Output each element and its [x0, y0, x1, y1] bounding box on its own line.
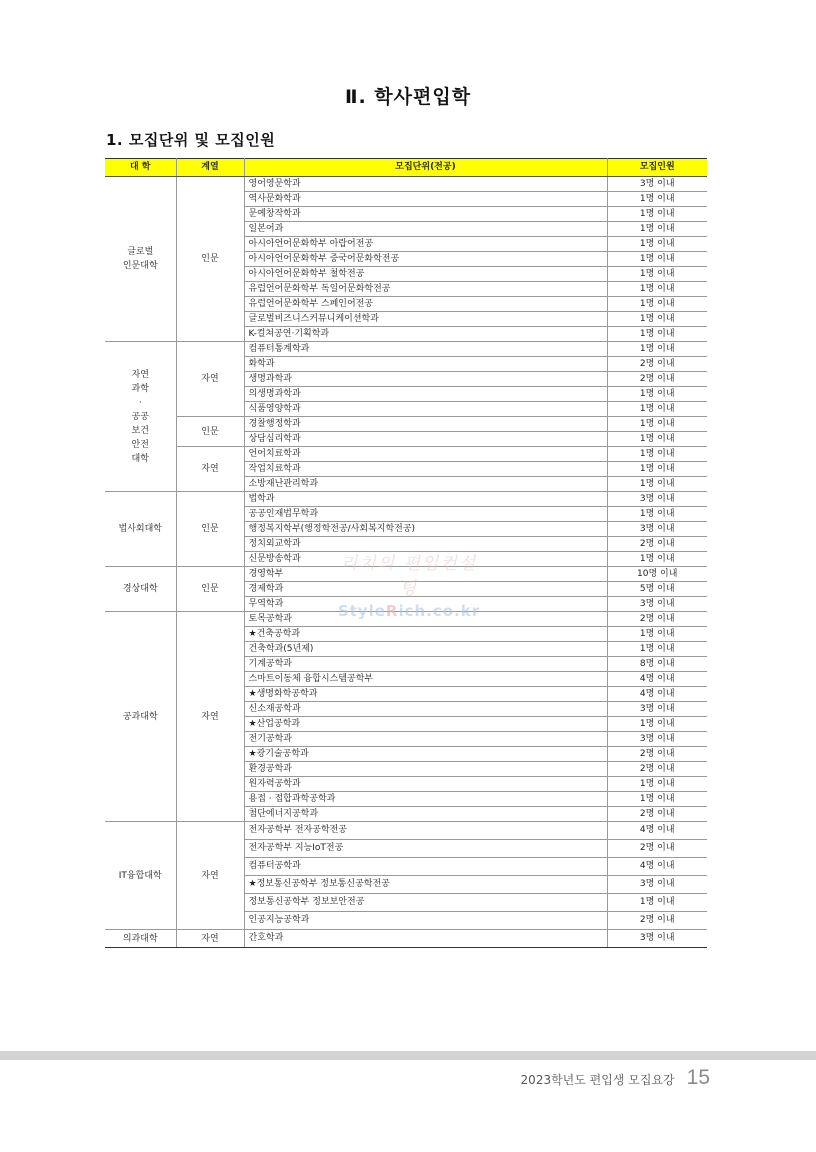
- quota-cell: 1명 이내: [607, 297, 707, 312]
- quota-cell: 1명 이내: [607, 777, 707, 792]
- unit-cell: 컴퓨터공학과: [244, 858, 607, 876]
- watermark-site-highlight: R: [385, 602, 399, 620]
- college-cell: 공과대학: [105, 612, 176, 822]
- quota-cell: 10명 이내: [607, 567, 707, 582]
- quota-cell: 3명 이내: [607, 177, 707, 192]
- quota-cell: 8명 이내: [607, 657, 707, 672]
- unit-cell: 간호학과: [244, 930, 607, 948]
- unit-cell: 상담심리학과: [244, 432, 607, 447]
- unit-cell: 아시아언어문화학부 중국어문화학전공: [244, 252, 607, 267]
- page-title: Ⅱ. 학사편입학: [344, 86, 472, 108]
- section-title: 1. 모집단위 및 모집인원: [106, 131, 276, 149]
- quota-cell: 1명 이내: [607, 552, 707, 567]
- unit-cell: 의생명과학과: [244, 387, 607, 402]
- quota-cell: 1명 이내: [607, 792, 707, 807]
- footer-bar: [0, 1051, 816, 1060]
- unit-cell: 환경공학과: [244, 762, 607, 777]
- page-number: 15: [686, 1066, 710, 1089]
- unit-cell: 기계공학과: [244, 657, 607, 672]
- quota-cell: 3명 이내: [607, 597, 707, 612]
- quota-cell: 2명 이내: [607, 357, 707, 372]
- quota-cell: 4명 이내: [607, 672, 707, 687]
- unit-cell: 법학과: [244, 492, 607, 507]
- college-cell: 자연 과학 · 공공 보건 안전 대학: [105, 342, 176, 492]
- unit-cell: 글로벌비즈니스커뮤니케이션학과: [244, 312, 607, 327]
- quota-cell: 4명 이내: [607, 858, 707, 876]
- unit-cell: 신소재공학과: [244, 702, 607, 717]
- quota-cell: 1명 이내: [607, 342, 707, 357]
- field-cell: 자연: [176, 342, 244, 417]
- field-cell: 인문: [176, 417, 244, 447]
- table-row: [105, 930, 707, 948]
- unit-cell: 소방재난관리학과: [244, 477, 607, 492]
- unit-cell: 원자력공학과: [244, 777, 607, 792]
- quota-cell: 2명 이내: [607, 807, 707, 822]
- watermark-site-prefix: Style: [337, 602, 386, 620]
- quota-cell: 1명 이내: [607, 432, 707, 447]
- field-cell: 인문: [176, 567, 244, 612]
- quota-cell: 2명 이내: [607, 372, 707, 387]
- quota-cell: 1명 이내: [607, 627, 707, 642]
- quota-cell: 1명 이내: [607, 447, 707, 462]
- quota-cell: 1명 이내: [607, 642, 707, 657]
- quota-cell: 1명 이내: [607, 387, 707, 402]
- watermark-korean: 리치의 편입컨설팅: [340, 554, 478, 599]
- table-row: [105, 492, 707, 507]
- table-row: [105, 447, 707, 462]
- quota-cell: 5명 이내: [607, 582, 707, 597]
- quota-cell: 1명 이내: [607, 237, 707, 252]
- unit-cell: 전자공학부 전자공학전공: [244, 822, 607, 840]
- unit-cell: 전기공학과: [244, 732, 607, 747]
- unit-cell: 언어치료학과: [244, 447, 607, 462]
- quota-cell: 2명 이내: [607, 612, 707, 627]
- quota-cell: 2명 이내: [607, 840, 707, 858]
- unit-cell: 정치외교학과: [244, 537, 607, 552]
- table-row: [105, 567, 707, 582]
- field-cell: 자연: [176, 612, 244, 822]
- unit-cell: ★정보통신공학부 정보통신공학전공: [244, 876, 607, 894]
- quota-cell: 2명 이내: [607, 912, 707, 930]
- quota-cell: 1명 이내: [607, 894, 707, 912]
- unit-cell: 아시아언어문화학부 아랍어전공: [244, 237, 607, 252]
- unit-cell: 첨단에너지공학과: [244, 807, 607, 822]
- unit-cell: 일본어과: [244, 222, 607, 237]
- field-cell: 인문: [176, 492, 244, 567]
- quota-cell: 1명 이내: [607, 282, 707, 297]
- unit-cell: ★건축공학과: [244, 627, 607, 642]
- quota-cell: 1명 이내: [607, 717, 707, 732]
- unit-cell: 공공인재법무학과: [244, 507, 607, 522]
- field-cell: 인문: [176, 177, 244, 342]
- quota-cell: 1명 이내: [607, 417, 707, 432]
- unit-cell: 문예창작학과: [244, 207, 607, 222]
- unit-cell: 정보통신공학부 정보보안전공: [244, 894, 607, 912]
- quota-cell: 1명 이내: [607, 462, 707, 477]
- quota-cell: 3명 이내: [607, 492, 707, 507]
- field-cell: 자연: [176, 930, 244, 948]
- quota-cell: 1명 이내: [607, 402, 707, 417]
- quota-cell: 2명 이내: [607, 537, 707, 552]
- header-college: 대 학: [105, 159, 176, 177]
- unit-cell: 영어영문학과: [244, 177, 607, 192]
- quota-cell: 3명 이내: [607, 522, 707, 537]
- quota-cell: 1명 이내: [607, 327, 707, 342]
- footer-text: 2023학년도 편입생 모집요강: [520, 1073, 675, 1087]
- unit-cell: 무역학과: [244, 597, 607, 612]
- unit-cell: 경제학과: [244, 582, 607, 597]
- unit-cell: 건축학과(5년제): [244, 642, 607, 657]
- table-row: [105, 822, 707, 840]
- quota-cell: 3명 이내: [607, 732, 707, 747]
- table-header-row: [105, 159, 707, 177]
- header-quota: 모집인원: [607, 159, 707, 177]
- unit-cell: K-컬쳐공연·기획학과: [244, 327, 607, 342]
- quota-cell: 1명 이내: [607, 252, 707, 267]
- unit-cell: ★생명화학공학과: [244, 687, 607, 702]
- quota-cell: 1명 이내: [607, 207, 707, 222]
- quota-cell: 1명 이내: [607, 477, 707, 492]
- table-body: [105, 177, 707, 948]
- unit-cell: 용접 · 접합과학공학과: [244, 792, 607, 807]
- quota-cell: 1명 이내: [607, 222, 707, 237]
- table-row: [105, 417, 707, 432]
- field-cell: 자연: [176, 447, 244, 492]
- quota-cell: 3명 이내: [607, 876, 707, 894]
- quota-cell: 3명 이내: [607, 702, 707, 717]
- quota-cell: 2명 이내: [607, 762, 707, 777]
- unit-cell: 유럽언어문화학부 스페인어전공: [244, 297, 607, 312]
- quota-cell: 4명 이내: [607, 822, 707, 840]
- quota-cell: 1명 이내: [607, 312, 707, 327]
- table-row: [105, 342, 707, 357]
- unit-cell: 전자공학부 지능IoT전공: [244, 840, 607, 858]
- unit-cell: 아시아언어문화학부 철학전공: [244, 267, 607, 282]
- quota-cell: 1명 이내: [607, 267, 707, 282]
- table-row: [105, 612, 707, 627]
- footer: [521, 1066, 710, 1090]
- unit-cell: ★산업공학과: [244, 717, 607, 732]
- quota-cell: 1명 이내: [607, 507, 707, 522]
- header-field: 계열: [176, 159, 244, 177]
- unit-cell: 식품영양학과: [244, 402, 607, 417]
- unit-cell: 컴퓨터통계학과: [244, 342, 607, 357]
- unit-cell: 행정복지학부(행정학전공/사회복지학전공): [244, 522, 607, 537]
- unit-cell: 인공지능공학과: [244, 912, 607, 930]
- watermark-site-suffix: ich.co.kr: [398, 602, 481, 620]
- header-unit: 모집단위(전공): [244, 159, 607, 177]
- table-row: [105, 177, 707, 192]
- unit-cell: 경찰행정학과: [244, 417, 607, 432]
- college-cell: IT융합대학: [105, 822, 176, 930]
- quota-cell: 3명 이내: [607, 930, 707, 948]
- college-cell: 법사회대학: [105, 492, 176, 567]
- unit-cell: 경영학부: [244, 567, 607, 582]
- unit-cell: 유럽언어문화학부 독일어문화학전공: [244, 282, 607, 297]
- quota-cell: 1명 이내: [607, 192, 707, 207]
- college-cell: 글로벌 인문대학: [105, 177, 176, 342]
- college-cell: 의과대학: [105, 930, 176, 948]
- unit-cell: 토목공학과: [244, 612, 607, 627]
- quota-cell: 4명 이내: [607, 687, 707, 702]
- quota-cell: 2명 이내: [607, 747, 707, 762]
- field-cell: 자연: [176, 822, 244, 930]
- unit-cell: 화학과: [244, 357, 607, 372]
- unit-cell: 스마트이동체 융합시스템공학부: [244, 672, 607, 687]
- unit-cell: 신문방송학과: [244, 552, 607, 567]
- unit-cell: 작업치료학과: [244, 462, 607, 477]
- college-cell: 경상대학: [105, 567, 176, 612]
- unit-cell: 생명과학과: [244, 372, 607, 387]
- recruitment-table: [105, 158, 707, 948]
- unit-cell: 역사문화학과: [244, 192, 607, 207]
- unit-cell: ★광기술공학과: [244, 747, 607, 762]
